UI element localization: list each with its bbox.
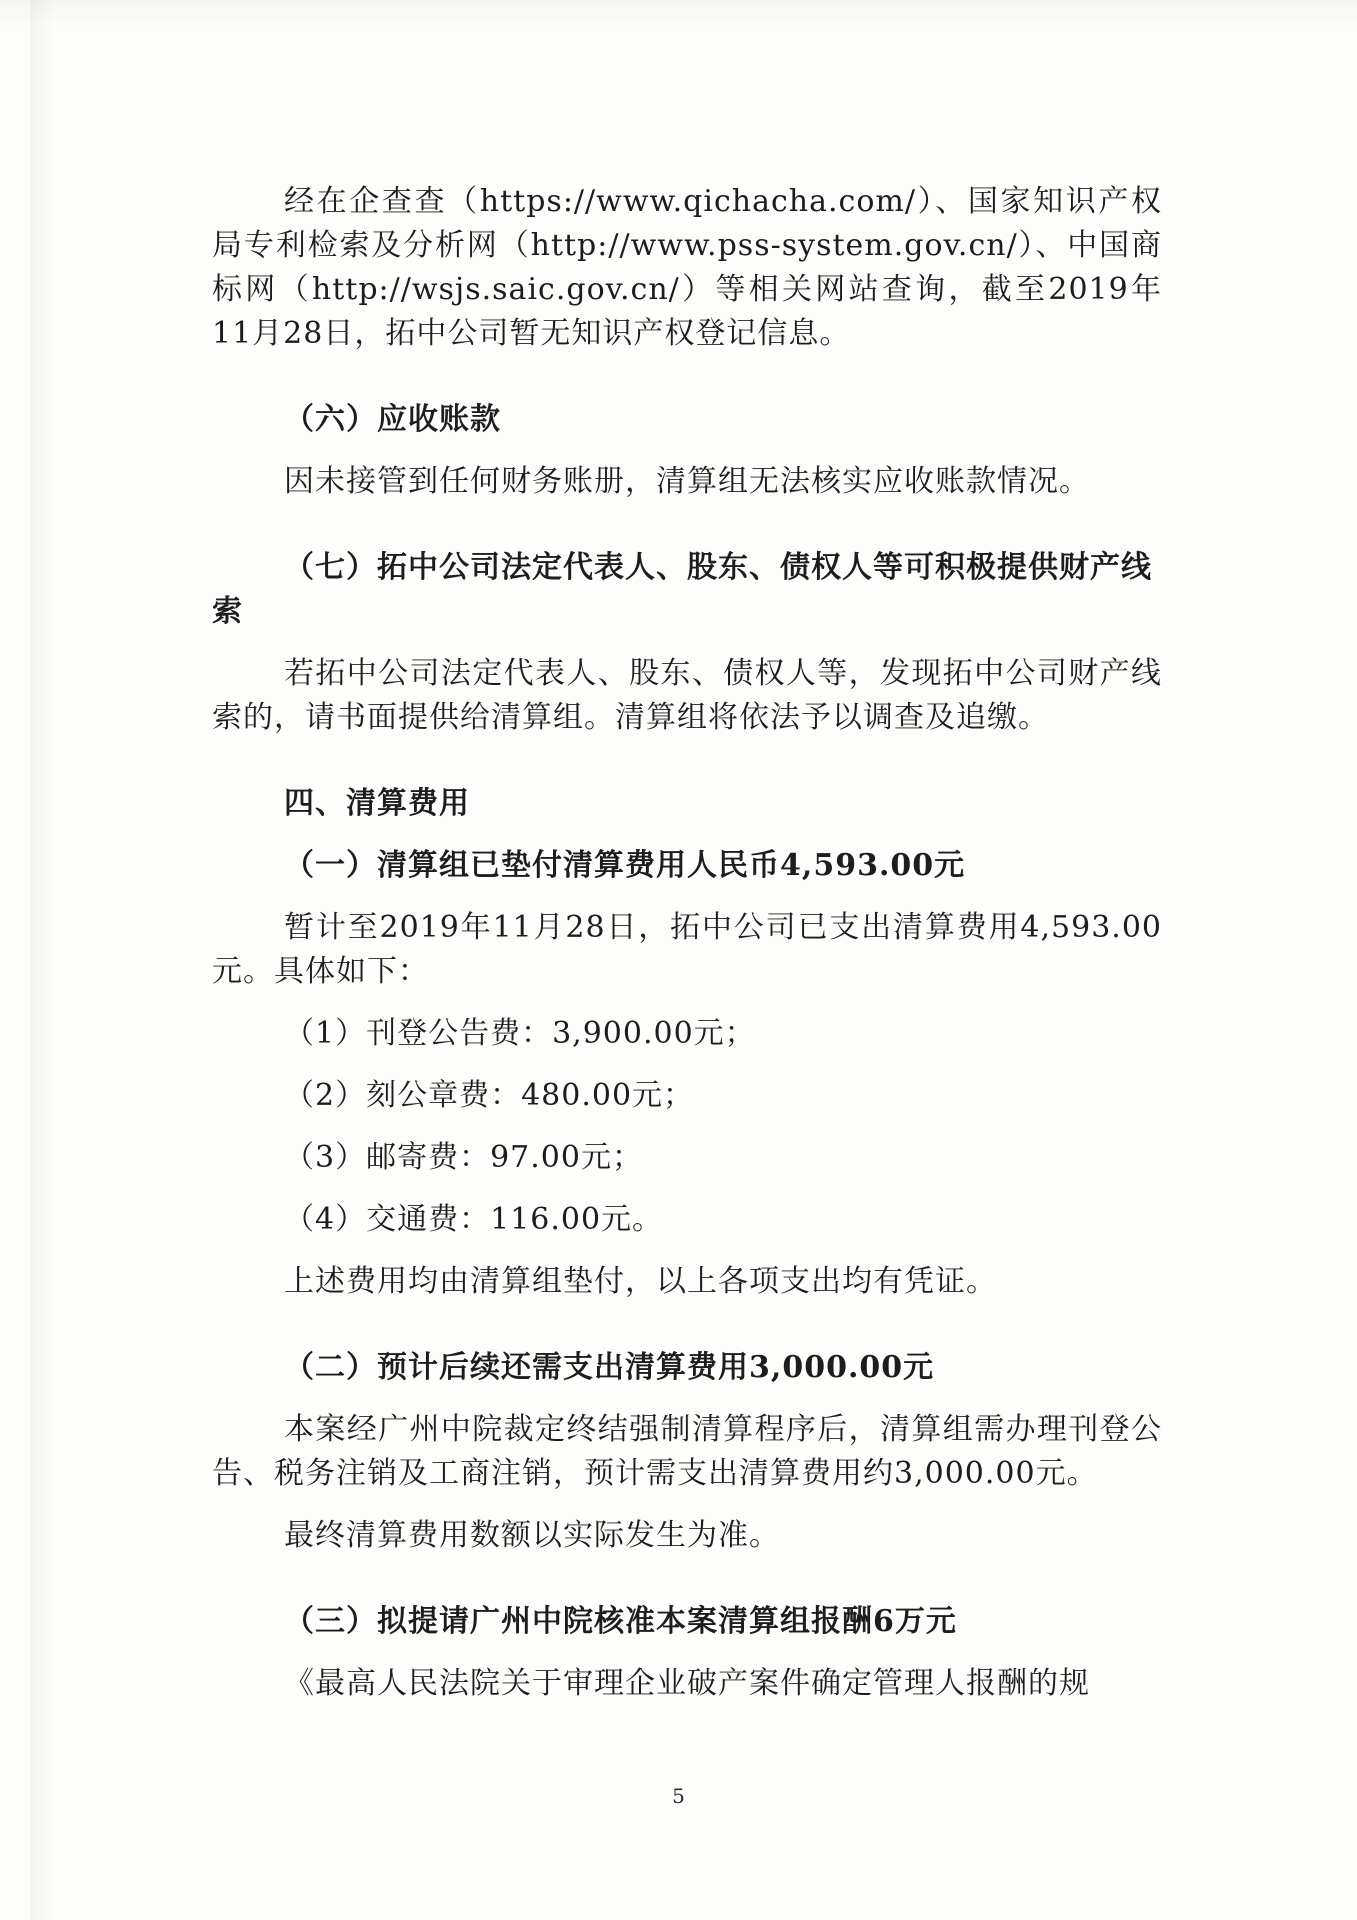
spacer <box>212 356 1162 398</box>
expense-item: （1）刊登公告费：3,900.00元； <box>284 1016 756 1051</box>
spacer <box>212 1558 1162 1600</box>
part-4-sub-1-body: 暂计至2019年11月28日，拓中公司已支出清算费用4,593.00元。具体如下： <box>212 910 1162 989</box>
section-6-body: 因未接管到任何财务账册，清算组无法核实应收账款情况。 <box>284 464 1090 499</box>
section-7-heading: （七）拓中公司法定代表人、股东、债权人等可积极提供财产线索 <box>212 550 1152 629</box>
expense-item: （2）刻公章费：480.00元； <box>284 1078 695 1113</box>
part-4-sub-2-heading: （二）预计后续还需支出清算费用3,000.00元 <box>284 1350 935 1385</box>
expense-item: （4）交通费：116.00元。 <box>284 1202 664 1237</box>
spacer <box>212 634 1162 652</box>
spacer <box>212 1304 1162 1346</box>
part-4-heading: 四、清算费用 <box>284 786 470 821</box>
page-content <box>212 180 1162 1706</box>
scan-shadow-left <box>30 0 54 1920</box>
expense-item: （3）邮寄费：97.00元； <box>284 1140 643 1175</box>
part-4-sub-3-body: 《最高人民法院关于审理企业破产案件确定管理人报酬的规 <box>284 1666 1090 1701</box>
spacer <box>212 826 1162 844</box>
part-4-sub-2-body: 本案经广州中院裁定终结强制清算程序后，清算组需办理刊登公告、税务注销及工商注销，预计需支出清算费用约3,000.00元。 <box>212 1412 1162 1491</box>
scan-shadow-top <box>0 0 1357 28</box>
spacer <box>212 504 1162 546</box>
spacer <box>212 442 1162 460</box>
spacer <box>212 1056 1162 1074</box>
spacer <box>212 888 1162 906</box>
spacer <box>212 1390 1162 1408</box>
spacer <box>212 994 1162 1012</box>
part-4-sub-2-note: 最终清算费用数额以实际发生为准。 <box>284 1518 780 1553</box>
spacer <box>212 1118 1162 1136</box>
ip-search-paragraph: 经在企查查（https://www.qichacha.com/）、国家知识产权局专利检索及分析网（http://www.pss-system.gov.cn/）、中国商标网（http://wsjs.saic.gov.cn/）等相关网站查询，截至2019年11月28日，拓中公司暂无知识产权登记信息。 <box>212 184 1162 351</box>
spacer <box>212 1180 1162 1198</box>
part-4-sub-3-heading: （三）拟提请广州中院核准本案清算组报酬6万元 <box>284 1604 957 1639</box>
page-number: 5 <box>672 1784 685 1808</box>
spacer <box>212 1242 1162 1260</box>
part-4-sub-1-note: 上述费用均由清算组垫付，以上各项支出均有凭证。 <box>284 1264 997 1299</box>
spacer <box>212 740 1162 782</box>
spacer <box>212 1496 1162 1514</box>
section-7-body: 若拓中公司法定代表人、股东、债权人等，发现拓中公司财产线索的，请书面提供给清算组。清算组将依法予以调查及追缴。 <box>212 656 1162 735</box>
spacer <box>212 1644 1162 1662</box>
section-6-heading: （六）应收账款 <box>284 402 501 437</box>
part-4-sub-1-heading: （一）清算组已垫付清算费用人民币4,593.00元 <box>284 848 966 883</box>
